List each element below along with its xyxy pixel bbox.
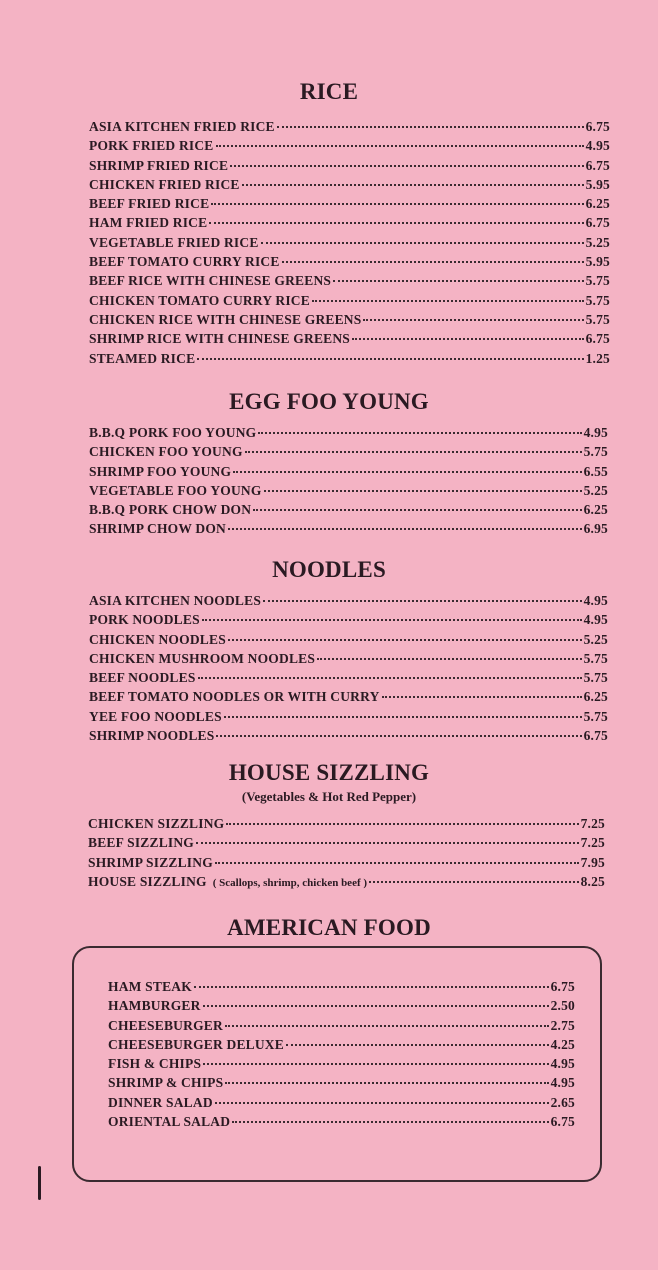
menu-item (89, 329, 610, 348)
menu-item-price: 6.75 (550, 1114, 575, 1130)
menu-item-name: BEEF TOMATO CURRY RICE (89, 254, 280, 270)
dot-leader (245, 451, 582, 453)
menu-item (108, 1093, 575, 1112)
dot-leader (258, 432, 581, 434)
menu-item (108, 1112, 575, 1131)
menu-item-name: SHRIMP NOODLES (89, 728, 215, 744)
menu-item-name: HOUSE SIZZLING (88, 873, 207, 889)
dot-leader (194, 986, 549, 988)
menu-item (89, 136, 610, 155)
dot-leader (263, 600, 582, 602)
menu-item-price: 5.75 (585, 311, 610, 327)
menu-item-name: HAM STEAK (108, 979, 192, 994)
section-rice (0, 78, 658, 106)
dot-leader (230, 165, 583, 167)
section-title: AMERICAN FOOD (227, 915, 431, 940)
menu-item (88, 833, 605, 852)
menu-item-price: 5.25 (583, 482, 608, 498)
section-noodles (0, 556, 658, 584)
menu-item (89, 156, 610, 175)
menu-item-name: SHRIMP FRIED RICE (89, 157, 229, 173)
dot-leader (382, 696, 582, 698)
dot-leader (202, 619, 582, 621)
dot-leader (317, 658, 581, 660)
menu-list-american-food (108, 977, 575, 1131)
menu-item (89, 519, 608, 538)
menu-item-name: SHRIMP SIZZLING (88, 854, 213, 870)
menu-item-price: 8.25 (580, 873, 605, 889)
menu-item-price: 6.25 (585, 196, 610, 212)
dot-leader (233, 471, 581, 473)
dot-leader (196, 842, 579, 844)
menu-item-name: SHRIMP RICE WITH CHINESE GREENS (89, 331, 351, 347)
dot-leader (261, 242, 584, 244)
menu-item-price: 5.75 (583, 650, 608, 666)
menu-list-egg-foo-young (89, 423, 608, 539)
menu-item (89, 462, 608, 481)
menu-item-name: STEAMED RICE (89, 350, 196, 366)
menu-item (89, 423, 608, 442)
menu-item-price: 6.95 (583, 521, 608, 537)
menu-item (88, 872, 605, 893)
dot-leader (232, 1121, 548, 1123)
dot-leader (198, 677, 582, 679)
dot-leader (312, 300, 584, 302)
menu-item-name: FISH & CHIPS (108, 1056, 202, 1072)
dot-leader (228, 528, 582, 530)
dot-leader (253, 509, 581, 511)
menu-item-price: 5.75 (583, 444, 608, 460)
menu-item-name: YEE FOO NOODLES (89, 708, 222, 724)
menu-item-name: ASIA KITCHEN NOODLES (89, 593, 262, 608)
dot-leader (242, 184, 584, 186)
menu-item-name: BEEF NOODLES (89, 670, 196, 686)
menu-item-name: CHICKEN NOODLES (89, 631, 226, 647)
menu-item-price: 6.55 (583, 463, 608, 479)
dot-leader (216, 735, 581, 737)
dot-leader (264, 490, 582, 492)
menu-item (89, 726, 608, 745)
menu-item (88, 853, 605, 872)
menu-item-name: PORK NOODLES (89, 612, 200, 628)
menu-item (108, 996, 575, 1015)
menu-item-name: CHICKEN RICE WITH CHINESE GREENS (89, 311, 362, 327)
dot-leader (215, 1102, 549, 1104)
menu-item (89, 668, 608, 687)
dot-leader (363, 319, 583, 321)
menu-item-name: BEEF SIZZLING (88, 835, 195, 851)
menu-item-price: 6.75 (585, 157, 610, 173)
menu-item-name: CHICKEN SIZZLING (88, 816, 225, 831)
menu-item-name: BEEF RICE WITH CHINESE GREENS (89, 273, 332, 289)
menu-item-price: 4.95 (550, 1056, 575, 1072)
menu-item-price: 7.25 (580, 816, 605, 831)
dot-leader (282, 261, 584, 263)
menu-item-price: 5.75 (583, 708, 608, 724)
section-title: RICE (299, 79, 359, 104)
menu-item-note: ( Scallops, shrimp, chicken beef ) (212, 876, 368, 889)
menu-item (89, 291, 610, 310)
menu-item-price: 4.95 (585, 138, 610, 154)
menu-item-price: 5.95 (585, 254, 610, 270)
dot-leader (333, 280, 583, 282)
menu-item (89, 310, 610, 329)
menu-item-name: CHICKEN TOMATO CURRY RICE (89, 292, 310, 308)
menu-item-price: 5.75 (583, 670, 608, 686)
menu-item (108, 977, 575, 996)
dot-leader (224, 716, 582, 718)
section-subtitle: (Vegetables & Hot Red Pepper) (241, 789, 417, 804)
menu-item (89, 500, 608, 519)
dot-leader (197, 358, 583, 360)
menu-item-name: VEGETABLE FRIED RICE (89, 234, 259, 250)
menu-item (89, 349, 610, 368)
menu-list-house-sizzling (88, 814, 605, 893)
menu-item-price: 6.75 (585, 215, 610, 231)
menu-item-price: 5.25 (583, 631, 608, 647)
menu-item-name: B.B.Q PORK CHOW DON (89, 502, 252, 518)
section-title: EGG FOO YOUNG (229, 389, 429, 414)
dot-leader (225, 1025, 549, 1027)
menu-item-price: 2.65 (550, 1094, 575, 1110)
dot-leader (203, 1063, 548, 1065)
menu-item-name: ASIA KITCHEN FRIED RICE (89, 119, 275, 134)
menu-item (89, 649, 608, 668)
menu-item-price: 4.95 (550, 1075, 575, 1091)
menu-item-price: 4.25 (550, 1036, 575, 1052)
menu-item (108, 1016, 575, 1035)
menu-item (88, 814, 605, 833)
dot-leader (211, 203, 583, 205)
menu-item-name: CHICKEN FOO YOUNG (89, 444, 243, 460)
menu-item (89, 481, 608, 500)
dot-leader (225, 1082, 548, 1084)
menu-item (89, 630, 608, 649)
menu-item-price: 5.95 (585, 176, 610, 192)
section-title: HOUSE SIZZLING (228, 760, 430, 785)
menu-item (89, 271, 610, 290)
dot-leader (228, 639, 582, 641)
menu-item-name: CHICKEN MUSHROOM NOODLES (89, 650, 316, 666)
menu-item-price: 6.75 (583, 728, 608, 744)
menu-item (89, 175, 610, 194)
menu-item (89, 213, 610, 232)
menu-item-name: CHEESEBURGER (108, 1017, 223, 1033)
menu-item-price: 4.95 (583, 612, 608, 628)
menu-item-name: ORIENTAL SALAD (108, 1114, 231, 1130)
menu-item (108, 1073, 575, 1092)
dot-leader (216, 145, 584, 147)
menu-item-price: 4.95 (583, 593, 608, 608)
menu-item-name: HAM FRIED RICE (89, 215, 208, 231)
menu-item-name: HAMBURGER (108, 998, 201, 1014)
menu-item-price: 2.75 (550, 1017, 575, 1033)
menu-item-name: CHICKEN FRIED RICE (89, 176, 240, 192)
menu-item-price: 6.75 (585, 119, 610, 134)
menu-item (89, 687, 608, 706)
menu-item-price: 5.75 (585, 292, 610, 308)
menu-item-price: 6.25 (583, 689, 608, 705)
menu-item (89, 233, 610, 252)
dot-leader (215, 862, 579, 864)
section-title: NOODLES (272, 557, 386, 582)
section-house-sizzling (0, 759, 658, 805)
menu-item-name: SHRIMP FOO YOUNG (89, 463, 232, 479)
menu-item (89, 194, 610, 213)
menu-item (89, 591, 608, 610)
menu-item (89, 442, 608, 461)
section-egg-foo-young (0, 388, 658, 416)
dot-leader (352, 338, 584, 340)
dot-leader (286, 1044, 549, 1046)
dot-leader (277, 126, 584, 128)
menu-item-price: 4.95 (583, 425, 608, 440)
menu-item-name: CHEESEBURGER DELUXE (108, 1036, 284, 1052)
menu-item (108, 1035, 575, 1054)
menu-item (89, 610, 608, 629)
menu-item-name: SHRIMP & CHIPS (108, 1075, 224, 1091)
page-edge-mark (38, 1166, 41, 1200)
menu-item-name: BEEF TOMATO NOODLES OR WITH CURRY (89, 689, 380, 705)
menu-item-price: 2.50 (550, 998, 575, 1014)
menu-item (89, 707, 608, 726)
menu-item-name: BEEF FRIED RICE (89, 196, 210, 212)
dot-leader (209, 222, 583, 224)
menu-item-price: 5.25 (585, 234, 610, 250)
dot-leader (226, 823, 578, 825)
menu-item-name: VEGETABLE FOO YOUNG (89, 482, 262, 498)
menu-item-price: 7.95 (580, 854, 605, 870)
menu-list-noodles (89, 591, 608, 745)
menu-item-price: 6.75 (550, 979, 575, 994)
section-american-food (0, 914, 658, 942)
menu-item-price: 6.25 (583, 502, 608, 518)
menu-item-price: 1.25 (585, 350, 610, 366)
menu-item-name: PORK FRIED RICE (89, 138, 214, 154)
menu-item (89, 252, 610, 271)
dot-leader (203, 1005, 549, 1007)
menu-item (108, 1054, 575, 1073)
menu-item-name: B.B.Q PORK FOO YOUNG (89, 425, 257, 440)
menu-item-price: 6.75 (585, 331, 610, 347)
menu-item-name: DINNER SALAD (108, 1094, 213, 1110)
menu-list-rice (89, 117, 610, 368)
menu-item-name: SHRIMP CHOW DON (89, 521, 227, 537)
menu-item (89, 117, 610, 136)
menu-item-price: 7.25 (580, 835, 605, 851)
menu-item-price: 5.75 (585, 273, 610, 289)
dot-leader (369, 881, 579, 883)
